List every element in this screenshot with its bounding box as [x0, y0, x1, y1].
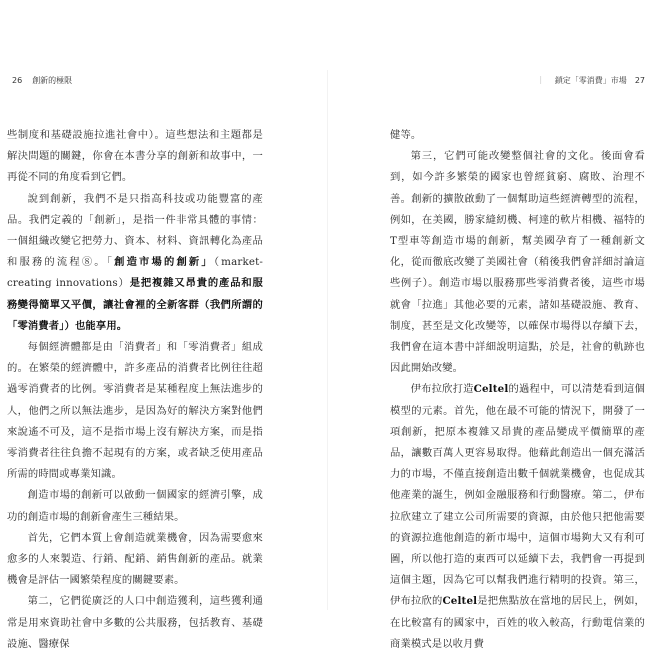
running-head-divider: ｜ — [536, 76, 545, 85]
text-run: 說到創新，我們不是只指高科技或功能豐富的產品。我們定義的「創新」，是指一件非常具體的事情：一個組織改變它把勞力、資本、材料、資訊轉化為產品和服務的流程⑧。「 — [7, 192, 263, 269]
running-head-right — [537, 75, 645, 86]
left-page — [0, 0, 327, 650]
bold-text-run: 是把複雜又昂貴的產品和服務變得簡單又平價，讓社會裡的全新客群（我們所謂的「零消費者」）也能享用。 — [7, 277, 263, 332]
bold-text-run: 創造市場的創新」 — [114, 256, 214, 269]
paragraph — [7, 591, 263, 655]
body-text — [7, 125, 263, 655]
paragraph — [7, 528, 263, 592]
text-run: 健等。 — [390, 129, 422, 141]
text-run: 每個經濟體都是由「消費者」和「零消費者」組成的。在繁榮的經濟體中，許多產品的消費者比例往往超過零消費者的比例。零消費者是某種程度上無法進步的人，他們之所以無法進步，是因為好的解決方案對他們來說遙不可及，這不是指市場上沒有解決方案，而是指零消費者往往負擔不起現有的方案，或者缺乏使用產品所需的時間或專業知識。 — [7, 341, 263, 481]
bold-text-run: Celtel — [442, 595, 478, 608]
running-head-left — [12, 75, 72, 86]
text-run: 的過程中，可以清楚看到這個模型的元素。首先，他在最不可能的情況下，開發了一項創新，把原本複雜又昂貴的產品變成平價簡單的產品，讓數百萬人更容易取得。他藉此創造出一個充滿活力的市場，不僅直接創造出數千個就業機會，也促成其他產業的誕生，例如金融服務和行動醫療。第二，伊布拉欣建立了建立公司所需要的資源，由於他只把他需要的資源拉進他創造的新市場中，這個市場夠大又有利可圖，所以他打造的東西可以延續下去，我們會一再提到這個主題，因為它可以幫我們進行精明的投資。第三，伊布拉欣的 — [390, 383, 646, 608]
text-run: 伊布拉欣打造 — [410, 383, 474, 396]
text-run: 是把焦點放在當地的居民上，例如，在比較富有的國家中，百姓的收入較高，行動電信業的商業模式是以收月費 — [390, 595, 645, 650]
bold-text-run: Celtel — [473, 383, 509, 396]
text-run: （market-creating innovations） — [7, 256, 264, 290]
paragraph — [7, 189, 263, 337]
right-page — [328, 0, 655, 650]
text-run: 首先，它們本質上會創造就業機會，因為需要愈來愈多的人來製造、行銷、配銷、銷售創新的產品。就業機會是評估一國繁榮程度的關鍵要素。 — [7, 531, 263, 587]
paragraph — [7, 485, 263, 527]
paragraph — [7, 125, 263, 189]
paragraph — [390, 146, 645, 379]
running-head-title: 創新的極限 — [32, 76, 73, 85]
text-run: 第三，它們可能改變整個社會的文化。後面會看到，如今許多繁榮的國家也曾經貧窮、腐敗、治理不善。創新的擴散啟動了一個幫助這些經濟轉型的流程，例如，在美國，勝家縫紉機、柯達的軟片相機、福特的T型車等創造市場的創新，幫美國孕育了一種創新文化，從而徹底改變了美國社會（稍後我們會詳細討論這些例子）。創造市場以服務那些零消費者後，這些市場就會「拉進」其他必要的元素，諸如基礎設施、教育、制度，甚至是文化改變等，以確保市場得以存續下去，我們會在這本書中詳細說明這點，於是，社會的軌跡也因此開始改變。 — [390, 150, 645, 375]
text-run: 創造市場的創新可以啟動一個國家的經濟引擎，成功的創造市場的創新會產生三種結果。 — [7, 489, 263, 523]
text-run: 些制度和基礎設施拉進社會中）。這些想法和主題都是解決問題的關鍵，你會在本書分享的創新和故事中，一再從不同的角度看到它們。 — [7, 129, 263, 184]
paragraph — [390, 379, 645, 655]
paragraph — [7, 337, 263, 485]
page-number: 27 — [634, 76, 645, 85]
page-number: 26 — [12, 76, 23, 85]
paragraph — [390, 125, 645, 146]
body-text — [390, 125, 645, 655]
running-head-title: 鎖定「零消費」市場 — [554, 76, 627, 85]
text-run: 第二，它們從廣泛的人口中創造獲利，這些獲利通常是用來資助社會中多數的公共服務，包括教育、基礎設施、醫療保 — [7, 595, 263, 650]
